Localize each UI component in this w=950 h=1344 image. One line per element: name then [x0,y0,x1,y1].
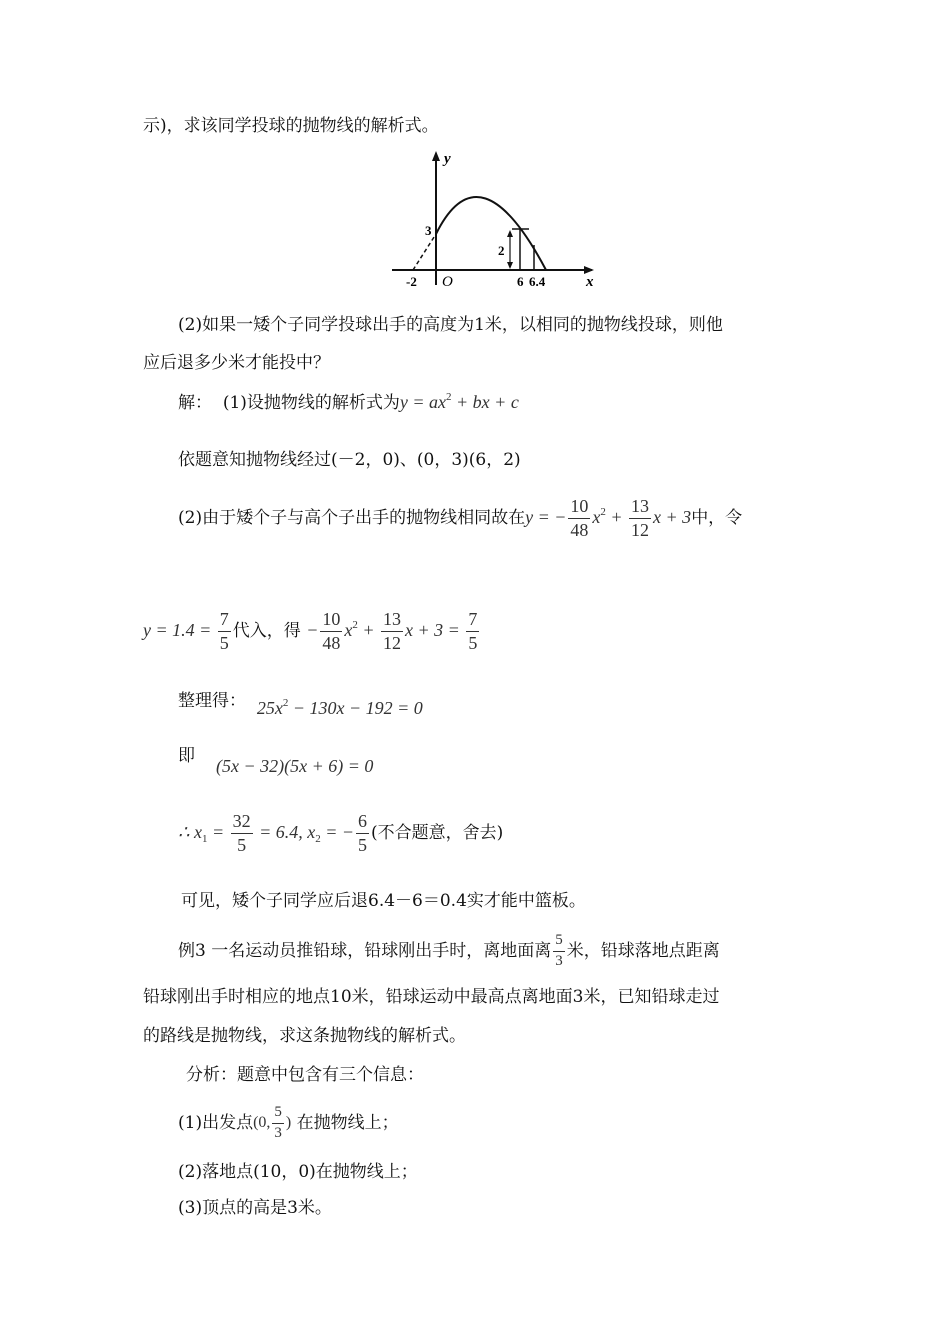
info-3: (3)顶点的高是3米。 [178,1198,332,1218]
simplification [178,690,423,718]
solution-label: 解： [178,393,212,413]
y-axis-arrow-icon [432,151,440,161]
example-3-line3: 的路线是抛物线，求这条抛物线的解析式。 [143,1026,466,1046]
solution-2-text: (2)由于矮个子与高个子出手的抛物线相同故在 [178,507,526,528]
simplified-equation: $25x^2 - 130x - 192 = 0$ [256,697,423,718]
tick-6-4: 6.4 [529,274,546,289]
roots [178,812,503,855]
parabola-curve [436,197,546,270]
question-2-line2: 应后退多少米才能投中？ [143,353,330,373]
arrow-up-icon [507,230,513,237]
solution-1-text: (1)设抛物线的解析式为 [222,393,400,413]
question-2-line1: (2)如果一矮个子同学投球出手的高度为1米，以相同的抛物线投球，则他 [178,315,723,335]
example-3-line1: 例3 一名运动员推铅球，铅球刚出手时，离地面离 $\frac{5}{3}$ 米，铅球落地点距离 [178,932,720,969]
solution-2 [178,497,742,540]
origin-label: O [442,274,453,290]
tick-6: 6 [517,274,524,289]
x-label: x [586,274,594,290]
tick-neg2: -2 [406,274,417,289]
solution-1-points: 依题意知抛物线经过(－2，0)、(0，3)(6，2) [178,450,521,470]
arrow-down-icon [507,262,513,269]
substitution [143,610,481,653]
simplification-label: 整理得： [178,691,246,711]
solution-1 [178,392,519,412]
solution-2-tail: 中，令 [691,507,743,528]
substitution-y: y = 1.4 = $\frac{7}{5}$ [143,609,229,653]
parabola-figure [380,145,610,295]
label-2: 2 [498,243,505,258]
roots-note: (不合题意，舍去) [371,822,504,843]
substitution-text: 代入，得 [232,620,301,641]
roots-equation: ∴ $x_1$ = $\frac{32}{5}$ = 6.4, $x_2$ = − $\frac{6}{5}$ [178,811,368,855]
parabola-general-formula: $y = ax^2$ + bx + c [399,391,519,412]
factored-equation: (5x − 32)(5x + 6) = 0 [216,756,374,776]
example-3-line2: 铅球刚出手时相应的地点10米，铅球运动中最高点离地面3米，已知铅球走过 [143,987,720,1007]
parabola-formula: y = − $\frac{10}{48}$ $x^2$ + $\frac{13}{12}$ x + 3 [525,496,692,540]
analysis: 分析：题意中包含有三个信息： [186,1065,424,1085]
factorization-label: 即 [178,746,195,766]
paragraph-intro: 示)，求该同学投球的抛物线的解析式。 [143,116,439,136]
example-3-fraction: $\frac{5}{3}$ [555,932,563,969]
start-point: (0, $\frac{5}{3}$ ) [253,1104,292,1141]
conclusion: 可见，矮个子同学应后退6.4－6＝0.4实才能中篮板。 [181,891,586,911]
label-3: 3 [425,223,432,238]
info-1: (1)出发点(0, $\frac{5}{3}$ ) 在抛物线上； [178,1104,399,1141]
substitution-equation: − $\frac{10}{48}$ $x^2$ + $\frac{13}{12}$ x + 3 = $\frac{7}{5}$ [306,609,478,653]
y-label: y [444,151,451,167]
x-axis-arrow-icon [584,266,594,274]
factorization [178,748,195,765]
dashed-extension [413,234,436,270]
info-2: (2)落地点(10，0)在抛物线上； [178,1162,418,1182]
